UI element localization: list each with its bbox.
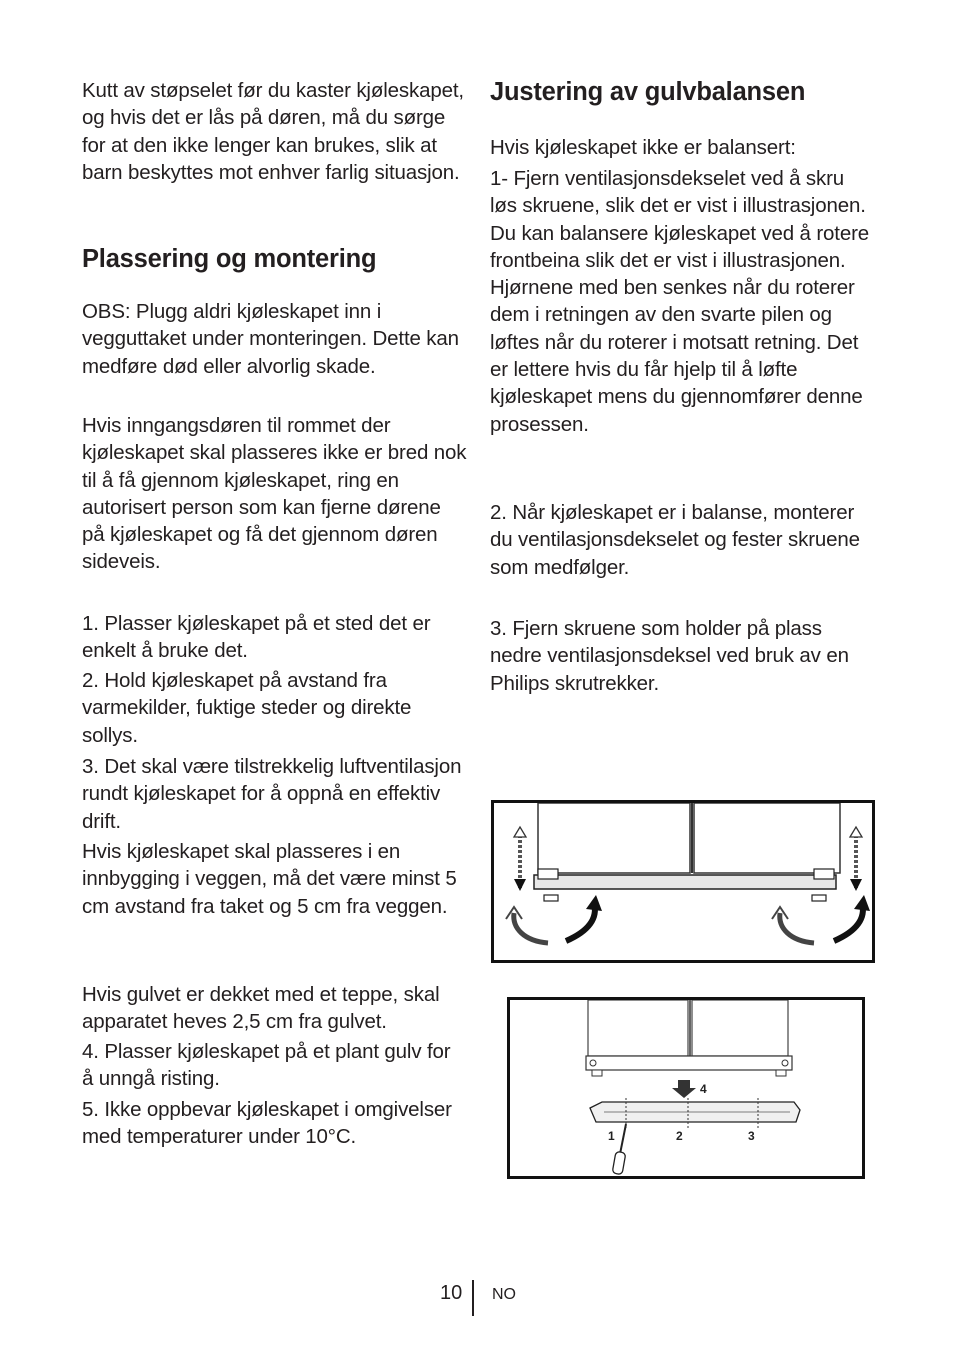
right-open-rotate-arrow-icon <box>780 913 814 943</box>
leveling-heading: Justering av gulvbalansen <box>490 78 806 106</box>
right-down-arrow-icon <box>850 879 862 891</box>
left-door <box>538 803 690 873</box>
page-footer <box>0 1280 954 1320</box>
leveling-feet-drawing <box>494 803 872 960</box>
label-4: 4 <box>700 1082 707 1096</box>
builtin-paragraph: Hvis kjøleskapet skal plasseres i en innbygging i veggen, må det være minst 5 cm avstand fra taket og 5 cm fra veggen. <box>82 840 457 918</box>
unbalanced-intro: Hvis kjøleskapet ikke er balansert: <box>490 136 796 159</box>
footer-divider <box>472 1280 474 1316</box>
carpet-paragraph: Hvis gulvet er dekket med et teppe, skal apparatet heves 2,5 cm fra gulvet. <box>82 983 440 1034</box>
leveling-feet-illustration <box>491 800 875 963</box>
list-item-3: 3. Det skal være tilstrekkelig luftventilasjon rundt kjøleskapet for å oppnå en effektiv drift. <box>82 755 462 833</box>
down-arrow-icon <box>672 1080 696 1098</box>
base-plinth <box>534 875 836 889</box>
left-open-rotate-arrow-icon <box>514 913 548 943</box>
screwdriver-icon <box>620 1124 626 1154</box>
label-2: 2 <box>676 1129 683 1143</box>
right-door <box>694 803 840 873</box>
page-number: 10 <box>440 1282 463 1304</box>
step-3-paragraph: 3. Fjern skruene som holder på plass nedre ventilasjonsdeksel ved bruk av en Philips skrutrekker. <box>490 617 849 695</box>
step-1-paragraph: 1- Fjern ventilasjonsdekselet ved å skru løs skruene, slik det er vist i illustrasjonen. Du kan balansere kjøleskapet ved å rotere frontbeina slik det er vist i illustrasjonen. Hjørnene med ben senkes når du roterer dem i retningen av den svarte pilen og løftes når du roterer i motsatt retning. Det er lettere hvis du får hjelp til å løfte kjøleskapet mens du gjennomfører denne prosessen. <box>490 167 870 436</box>
obs-paragraph: OBS: Plugg aldri kjøleskapet inn i vegguttaket under monteringen. Dette kan medføre død eller alvorlig skade. <box>82 300 459 378</box>
left-down-arrow-icon <box>514 879 526 891</box>
right-foot <box>812 895 826 901</box>
step-2-paragraph: 2. Når kjøleskapet er i balanse, monterer du ventilasjonsdekselet og fester skruene som medfølger. <box>490 501 860 579</box>
door-paragraph: Hvis inngangsdøren til rommet der kjøleskapet skal plasseres ikke er bred nok til å få gjennom kjøleskapet, ring en autorisert person som kan fjerne dørene på kjøleskapet og få det gjennom døren sideveis. <box>82 414 467 574</box>
vent-cover-illustration <box>507 997 865 1179</box>
fridge-base <box>586 1056 792 1070</box>
label-1: 1 <box>608 1129 615 1143</box>
placement-heading: Plassering og montering <box>82 245 377 273</box>
list-item-1: 1. Plasser kjøleskapet på et sted det er enkelt å bruke det. <box>82 612 431 663</box>
disposal-paragraph: Kutt av støpselet før du kaster kjøleskapet, og hvis det er lås på døren, må du sørge for at den ikke lenger kan brukes, slik at barn beskyttes mot enhver farlig situasjon. <box>82 79 464 184</box>
list-item-4: 4. Plasser kjøleskapet på et plant gulv for å unngå risting. <box>82 1040 451 1091</box>
list-item-5: 5. Ikke oppbevar kjøleskapet i omgivelser med temperaturer under 10°C. <box>82 1098 452 1149</box>
left-foot <box>544 895 558 901</box>
list-item-2: 2. Hold kjøleskapet på avstand fra varmekilder, fuktige steder og direkte sollys. <box>82 669 412 747</box>
label-3: 3 <box>748 1129 755 1143</box>
vent-cover-drawing <box>510 1000 862 1176</box>
language-code: NO <box>492 1286 516 1303</box>
